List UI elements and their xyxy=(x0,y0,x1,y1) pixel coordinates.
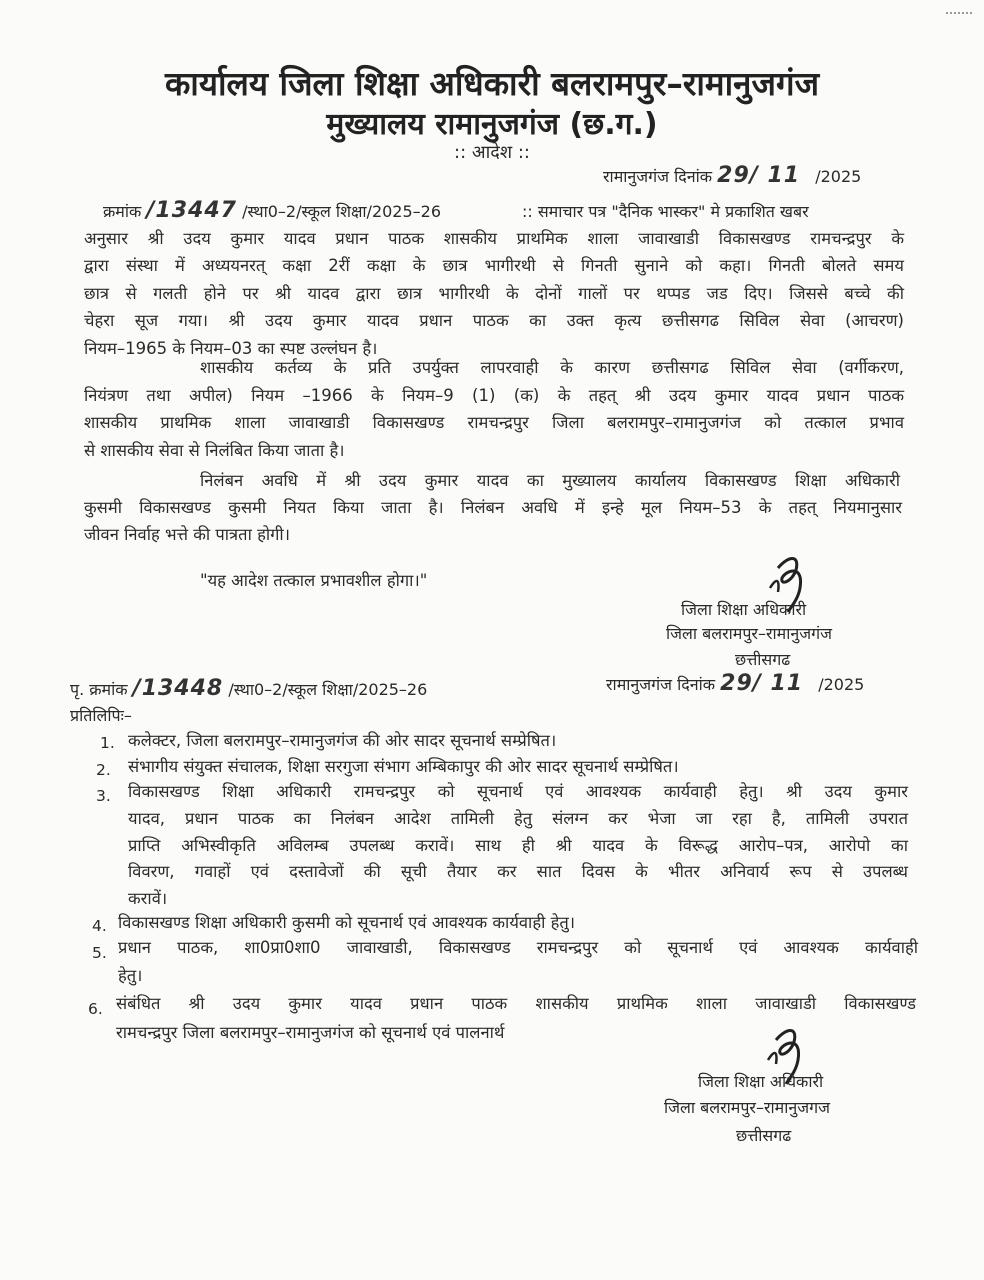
list-item-1-line-1: कलेक्टर, जिला बलरामपुर–रामानुजगंज की ओर सादर सूचनार्थ सम्प्रेषित। xyxy=(128,731,557,750)
list-item-5-line-1: प्रधान पाठक, शा0प्रा0शा0 जावाखाडी, विकासखण्ड रामचन्द्रपुर को सूचनार्थ एवं आवश्यक कार्यवाही xyxy=(118,938,918,957)
endorsement-date-handwritten: 29/ 11 xyxy=(720,671,804,696)
list-item-2-line-1: संभागीय संयुक्त संचालक, शिक्षा सरगुजा संभाग अम्बिकापुर की ओर सादर सूचनार्थ सम्प्रेषित। xyxy=(128,757,679,776)
page-corner-mark xyxy=(946,0,972,14)
signature-2-state: छत्तीसगढ xyxy=(736,1126,792,1145)
order-body-line-0: :: समाचार पत्र "दैनिक भास्कर" मे प्रकाशित खबर xyxy=(522,202,809,221)
endorsement-date xyxy=(606,671,864,696)
order-body-line-9: से शासकीय सेवा से निलंबित किया जाता है। xyxy=(84,441,345,460)
order-number xyxy=(103,198,441,223)
signature-1-title: जिला शिक्षा अधिकारी xyxy=(681,600,807,619)
endorsement-date-prefix: रामानुजगंज दिनांक xyxy=(606,675,716,694)
list-item-3-line-5: करावें। xyxy=(128,889,168,908)
order-body-line-4: चेहरा सूज गया। श्री उदय कुमार यादव प्रधान पाठक का उक्त कृत्य छत्तीसगढ सिविल सेवा (आचरण) xyxy=(84,311,904,330)
office-title: कार्यालय जिला शिक्षा अधिकारी बलरामपुर–रामानुजगंज xyxy=(164,64,820,103)
order-body-line-6: शासकीय कर्तव्य के प्रति उपर्युक्त लापरवाही के कारण छत्तीसगढ सिविल सेवा (वर्गीकरण, xyxy=(200,358,904,377)
order-body-line-5: नियम–1965 के नियम–03 का स्पष्ट उल्लंघन है। xyxy=(84,339,378,358)
effective-quote: "यह आदेश तत्काल प्रभावशील होगा।" xyxy=(200,571,428,590)
endorsement-number-handwritten: /13448 xyxy=(132,676,224,701)
list-item-3-number: 3. xyxy=(96,787,111,805)
order-body-line-3: छात्र से गलती होने पर श्री यादव द्वारा छात्र भागीरथी के दोनों गालों पर थप्पड जड दिए। जिससे बच्चे की xyxy=(84,284,904,303)
order-date-handwritten: 29/ 11 xyxy=(717,163,801,188)
list-item-2-number: 2. xyxy=(96,761,111,779)
order-body-line-11: कुसमी विकासखण्ड कुसमी नियत किया जाता है। निलंबन अवधि में इन्हे मूल नियम–53 के तहत् नियमानुसार xyxy=(84,498,902,517)
order-body-line-7: नियंत्रण तथा अपील) नियम –1966 के नियम–9 (1) (क) के तहत् श्री उदय कुमार यादव प्रधान पाठक xyxy=(84,386,904,405)
order-body-line-12: जीवन निर्वाह भत्ते की पात्रता होगी। xyxy=(84,525,290,544)
order-date xyxy=(603,163,861,188)
order-number-handwritten: /13447 xyxy=(146,198,237,223)
list-item-6-line-2: रामचन्द्रपुर जिला बलरामपुर–रामानुजगंज को सूचनार्थ एवं पालनार्थ xyxy=(116,1023,505,1042)
office-subtitle: मुख्यालय रामानुजगंज (छ.ग.) xyxy=(326,107,658,142)
order-date-prefix: रामानुजगंज दिनांक xyxy=(603,167,713,186)
order-number-prefix: क्रमांक xyxy=(103,202,142,221)
endorsement-number xyxy=(70,676,427,701)
list-item-5-line-2: हेतु। xyxy=(118,966,143,985)
endorsement-date-year: /2025 xyxy=(818,675,865,694)
list-item-3-line-4: विवरण, गवाहों एवं दस्तावेजों की सूची तैयार कर सात दिवस के भीतर अनिवार्य रूप से उपलब्ध xyxy=(128,862,908,881)
endorsement-number-prefix: पृ. क्रमांक xyxy=(70,680,128,699)
list-item-4-line-1: विकासखण्ड शिक्षा अधिकारी कुसमी को सूचनार्थ एवं आवश्यक कार्यवाही हेतु। xyxy=(118,913,576,932)
order-body-line-2: द्वारा संस्था में अध्ययनरत् कक्षा 2रीं कक्षा के छात्र भागीरथी से गिनती सुनाने को कहा। गिनती बोलते समय xyxy=(84,256,904,275)
list-item-5-number: 5. xyxy=(92,944,107,962)
order-body-line-1: अनुसार श्री उदय कुमार यादव प्रधान पाठक शासकीय प्राथमिक शाला जावाखाडी विकासखण्ड रामचन्द्रपुर के xyxy=(84,229,904,248)
list-item-6-number: 6. xyxy=(88,1000,103,1018)
list-item-3-line-1: विकासखण्ड शिक्षा अधिकारी रामचन्द्रपुर को सूचनार्थ एवं आवश्यक कार्यवाही हेतु। श्री उदय कुमार xyxy=(128,782,908,801)
order-body-line-8: शासकीय प्राथमिक शाला जावाखाडी विकासखण्ड रामचन्द्रपुर जिला बलरामपुर–रामानुजगंज को तत्काल प्रभाव xyxy=(84,413,904,432)
list-item-3-line-2: यादव, प्रधान पाठक का निलंबन आदेश तामिली हेतु संलग्न कर भेजा जा रहा है, तामिली उपरात xyxy=(128,809,908,828)
copy-label: प्रतिलिपिः– xyxy=(70,706,132,725)
list-item-3-line-3: प्राप्ति अभिस्वीकृति अविलम्ब उपलब्ध करावें। साथ ही श्री यादव के विरूद्ध आरोप–पत्र, आरोपो का xyxy=(128,836,908,855)
order-heading: :: आदेश :: xyxy=(454,142,530,163)
endorsement-number-suffix: /स्था0–2/स्कूल शिक्षा/2025–26 xyxy=(228,680,428,699)
order-number-suffix: /स्था0–2/स्कूल शिक्षा/2025–26 xyxy=(242,202,442,221)
list-item-6-line-1: संबंधित श्री उदय कुमार यादव प्रधान पाठक शासकीय प्राथमिक शाला जावाखाडी विकासखण्ड xyxy=(116,994,916,1013)
signature-2-district: जिला बलरामपुर–रामानुजगज xyxy=(664,1098,830,1117)
signature-1-state: छत्तीसगढ xyxy=(735,650,791,669)
order-date-year: /2025 xyxy=(815,167,862,186)
list-item-1-number: 1. xyxy=(100,734,115,752)
signature-1-district: जिला बलरामपुर–रामानुजगंज xyxy=(666,624,832,643)
order-body-line-10: निलंबन अवधि में श्री उदय कुमार यादव का मुख्यालय कार्यालय विकासखण्ड शिक्षा अधिकारी xyxy=(200,471,900,490)
list-item-4-number: 4. xyxy=(92,917,107,935)
signature-2-title: जिला शिक्षा अधिकारी xyxy=(698,1072,824,1091)
